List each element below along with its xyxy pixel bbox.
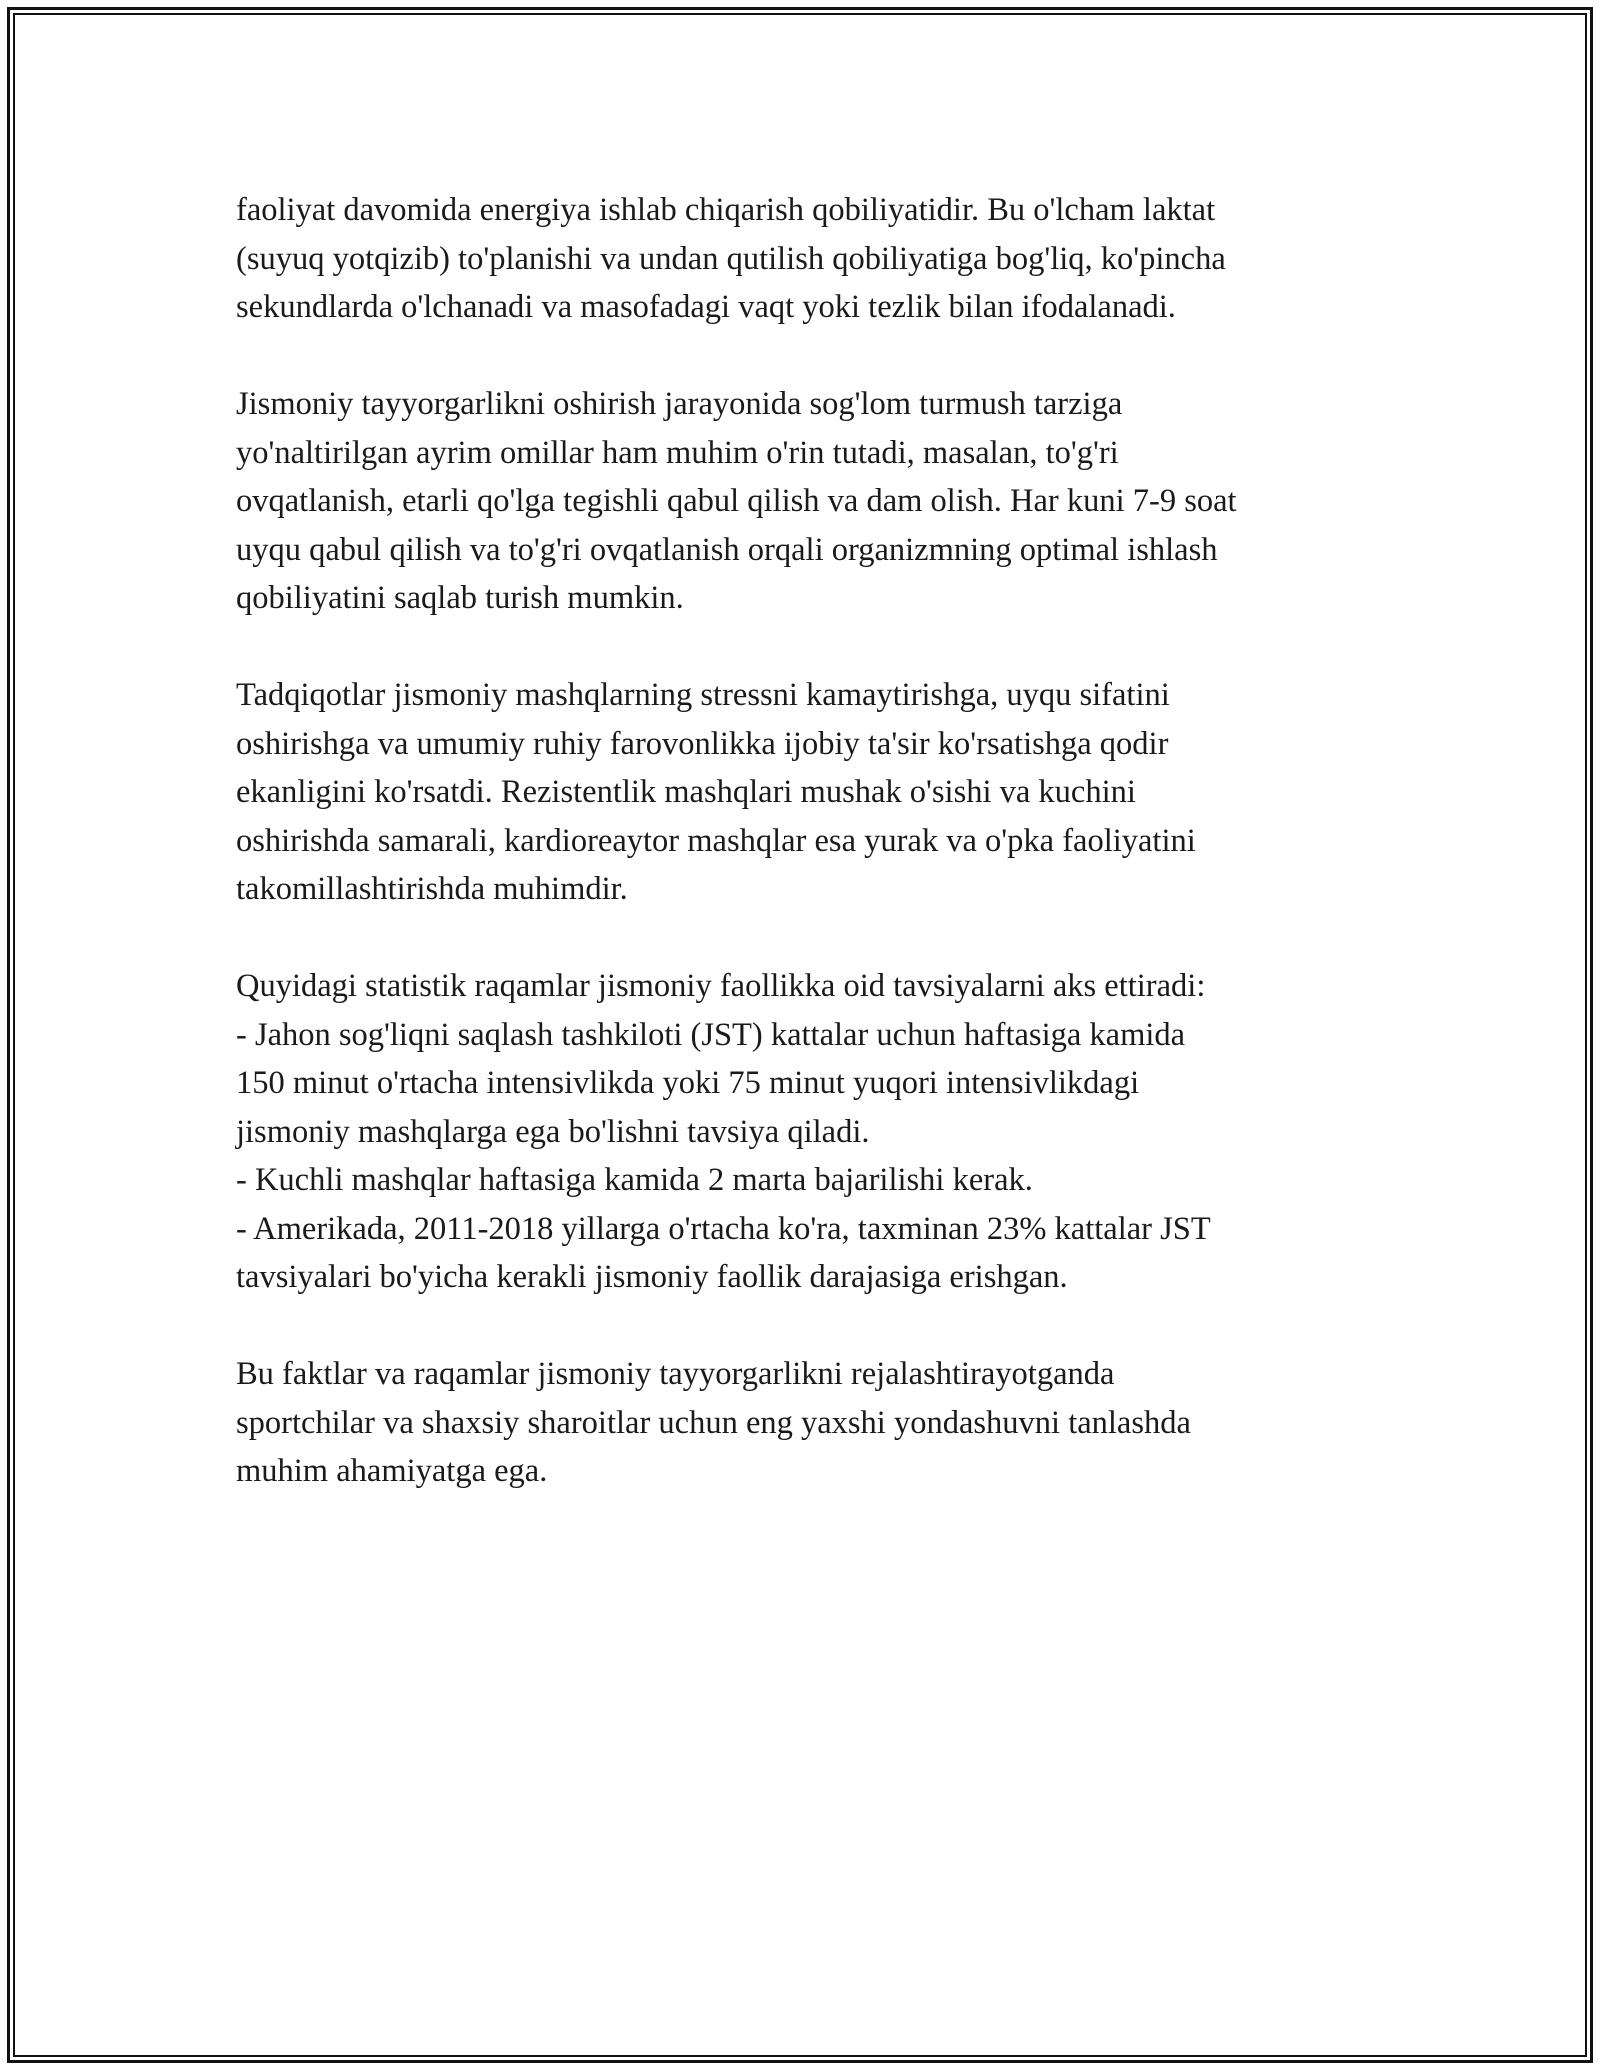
text-line: sportchilar va shaxsiy sharoitlar uchun eng yaxshi yondashuvni tanlashda bbox=[236, 1404, 1191, 1441]
paragraph-conclusion bbox=[236, 1350, 1376, 1496]
text-line: Tadqiqotlar jismoniy mashqlarning stressni kamaytirishga, uyqu sifatini bbox=[236, 677, 1170, 713]
paragraph-anaerobic-capacity bbox=[236, 186, 1376, 332]
text-line: - Jahon sog'liqni saqlash tashkiloti (JST) kattalar uchun haftasiga kamida bbox=[236, 1016, 1186, 1053]
text-line: yo'naltirilgan ayrim omillar ham muhim o'rin tutadi, masalan, to'g'ri bbox=[236, 434, 1119, 471]
text-line: muhim ahamiyatga ega. bbox=[236, 1453, 548, 1489]
text-line: uyqu qabul qilish va to'g'ri ovqatlanish orqali organizmning optimal ishlash bbox=[236, 531, 1218, 568]
text-line: Bu faktlar va raqamlar jismoniy tayyorgarlikni rejalashtirayotganda bbox=[236, 1356, 1115, 1392]
text-line: Quyidagi statistik raqamlar jismoniy faollikka oid tavsiyalarni aks ettiradi: bbox=[236, 968, 1206, 1004]
text-line: Jismoniy tayyorgarlikni oshirish jarayonida sog'lom turmush tarziga bbox=[236, 386, 1123, 422]
paragraph-research-findings bbox=[236, 671, 1376, 914]
text-line: oshirishga va umumiy ruhiy farovonlikka ijobiy ta'sir ko'rsatishga qodir bbox=[236, 725, 1169, 762]
text-line: qobiliyatini saqlab turish mumkin. bbox=[236, 580, 684, 616]
text-line: (suyuq yotqizib) to'planishi va undan qutilish qobiliyatiga bog'liq, ko'pincha bbox=[236, 240, 1226, 277]
text-line: 150 minut o'rtacha intensivlikda yoki 75 minut yuqori intensivlikdagi bbox=[236, 1065, 1140, 1101]
document-body bbox=[236, 186, 1376, 1496]
text-line: ovqatlanish, etarli qo'lga tegishli qabul qilish va dam olish. Har kuni 7-9 soat bbox=[236, 483, 1237, 519]
text-line: takomillashtirishda muhimdir. bbox=[236, 871, 628, 907]
text-line: ekanligini ko'rsatdi. Rezistentlik mashqlari mushak o'sishi va kuchini bbox=[236, 774, 1136, 810]
text-line: - Amerikada, 2011-2018 yillarga o'rtacha ko'ra, taxminan 23% kattalar JST bbox=[236, 1210, 1211, 1247]
text-line: tavsiyalari bo'yicha kerakli jismoniy faollik darajasiga erishgan. bbox=[236, 1259, 1068, 1295]
text-line: sekundlarda o'lchanadi va masofadagi vaqt yoki tezlik bilan ifodalanadi. bbox=[236, 289, 1176, 325]
text-line: faoliyat davomida energiya ishlab chiqarish qobiliyatidir. Bu o'lcham laktat bbox=[236, 192, 1216, 228]
paragraph-healthy-lifestyle bbox=[236, 380, 1376, 623]
text-line: oshirishda samarali, kardioreaytor mashqlar esa yurak va o'pka faoliyatini bbox=[236, 822, 1196, 859]
paragraph-statistics bbox=[236, 962, 1376, 1302]
text-line: jismoniy mashqlarga ega bo'lishni tavsiya qiladi. bbox=[236, 1113, 870, 1150]
text-line: - Kuchli mashqlar haftasiga kamida 2 marta bajarilishi kerak. bbox=[236, 1162, 1033, 1198]
